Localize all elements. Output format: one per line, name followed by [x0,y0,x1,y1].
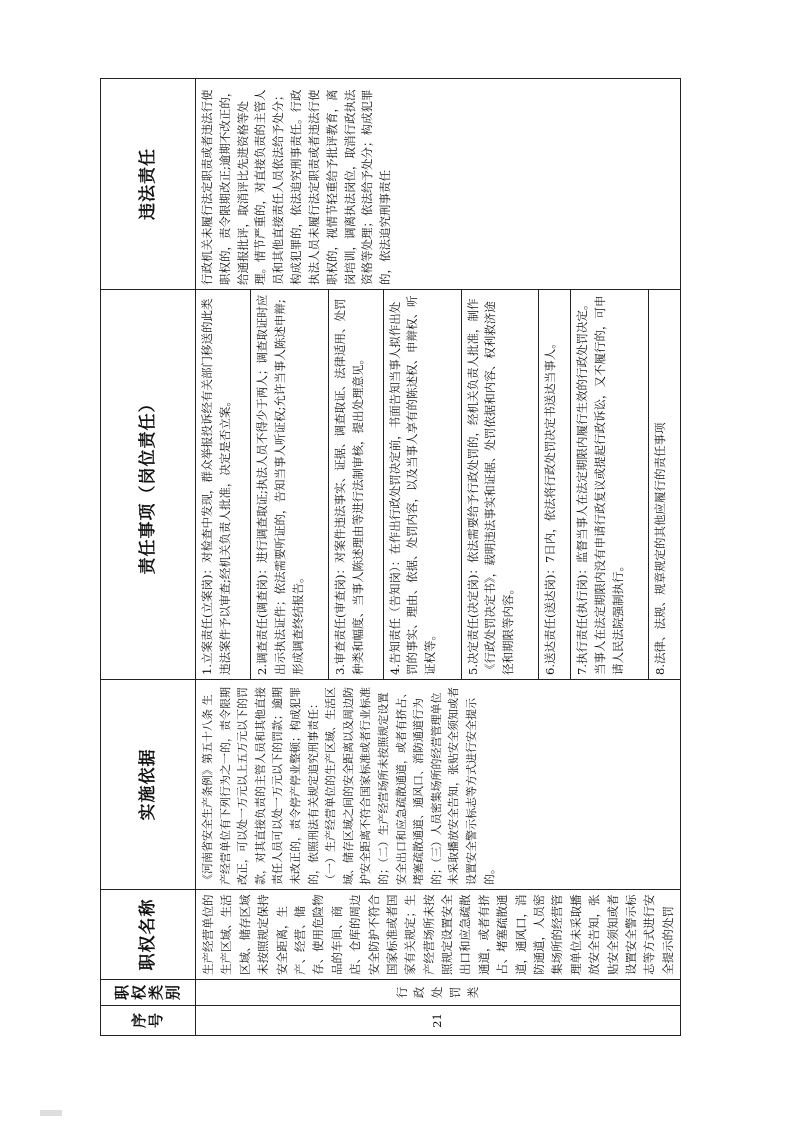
row-liability: 行政机关未履行法定职责或者违法行使职权的，责令限期改正;逾期不改正的，给通报批评，取消评比先进资格等处理。情节严重的，对直接负责的主管人员和其他直接责任人员依法给予处分；构成犯罪的，依法追究刑事责任。行政执法人员未履行法定职责或者违法行使职权的，视情节轻重给予批评教育，离岗培训，调离执法岗位，取消行政执法资格等处理；依法给予处分；构成犯罪的，依法追究刑事责任 [196,79,681,290]
header-no: 序号 [101,1006,196,1036]
responsibility-item: 2.调查责任(调查岗)：进行调查取证;执法人员不得少于两人；调查取证时应出示执法证件；依法需要听证的，告知当事人听证权;允许当事人陈述申辩;形成调查终结报告。 [250,290,328,680]
power-list-table [100,78,681,1036]
header-responsibility: 责任事项（岗位责任） [101,290,196,680]
responsibility-item: 3.审查责任(审查岗)：对案件违法事实、证据、调查取证、法律适用、处罚种类和幅度、当事人陈述理由等进行法制审核，提出处理意见。 [328,290,383,680]
header-liability: 违法责任 [101,79,196,290]
responsibility-item: 7.执行责任(执行岗)：监督当事人在法定期限内履行生效的行政处罚决定。当事人在法定期限内没有申请行政复议或提起行政诉讼，又不履行的，可申请人民法院强制执行。 [571,290,649,680]
header-basis: 实施依据 [101,680,196,890]
row-category: 行政处罚类 [196,980,681,1006]
header-category: 职权类别 [101,980,196,1006]
responsibility-item: 4.告知责任（告知岗）：在作出行政处罚决定前，书面告知当事人拟作出处罚的事实、理由、依据、处罚内容，以及当事人享有的陈述权、申辩权、听证权等。 [383,290,461,680]
table-row [196,79,251,1036]
responsibility-item: 6.送达责任(送达岗)：7日内，依法将行政处罚决定书送达当事人。 [539,290,571,680]
row-power-name: 生产经营单位的生产区域、生活区域、储存区域未按照规定保持安全距离，生产、经营、储存、使用危险物品的车间、商店、仓库的周边安全防护不符合国家标准或者国家有关规定；生产经营场所未按照规定设置安全出口和应急疏散通道，或者有挤占、堵塞疏散通道，通风口，消防通道，人员密集场所的经营管理单位未采取播放安全告知，张贴安全须知或者设置安全警示标志等方式进行安全提示的处罚 [196,890,681,980]
row-basis: 《河南省安全生产条例》第五十八条 生产经营单位有下列行为之一的，责令限期改正，可以处一万元以上五万元以下的罚款，对其直接负责的主管人员和其他直接责任人员可以处一万元以下的罚款；逾期未改正的，责令停产停业整顿；构成犯罪的，依照刑法有关规定追究刑事责任：（一）生产经营单位的生产区域、生活区域、储存区域之间的安全距离以及周边防护安全距离不符合国家标准或者行业标准的；（二）生产经营场所未按照规定设置安全出口和应急疏散通道，或者有挤占、堵塞疏散通道、通风口、消防通道行为的；（三）人员密集场所的经营管理单位未采取播放安全告知，张贴安全须知或者设置安全警示标志等方式进行安全提示的。 [196,680,681,890]
responsibility-item: 5.决定责任(决定岗)：依法需要给予行政处罚的，经机关负责人批准，制作《行政处罚决定书》，载明违法事实和证据、处罚依据和内容、权利救济途径和期限等内容。 [461,290,539,680]
responsibility-item: 1.立案责任(立案岗)：对检查中发现，群众举报投诉经有关部门移送的此类违法案件予以审查;经机关负责人批准，决定是否立案。 [196,290,251,680]
header-name: 职权名称 [101,890,196,980]
row-number: 21 [196,1006,681,1036]
responsibility-item: 8.法律、法规、规章规定的其他应履行的责任事项 [649,290,681,680]
header-row [101,79,196,1036]
scan-artifact [40,1110,62,1116]
